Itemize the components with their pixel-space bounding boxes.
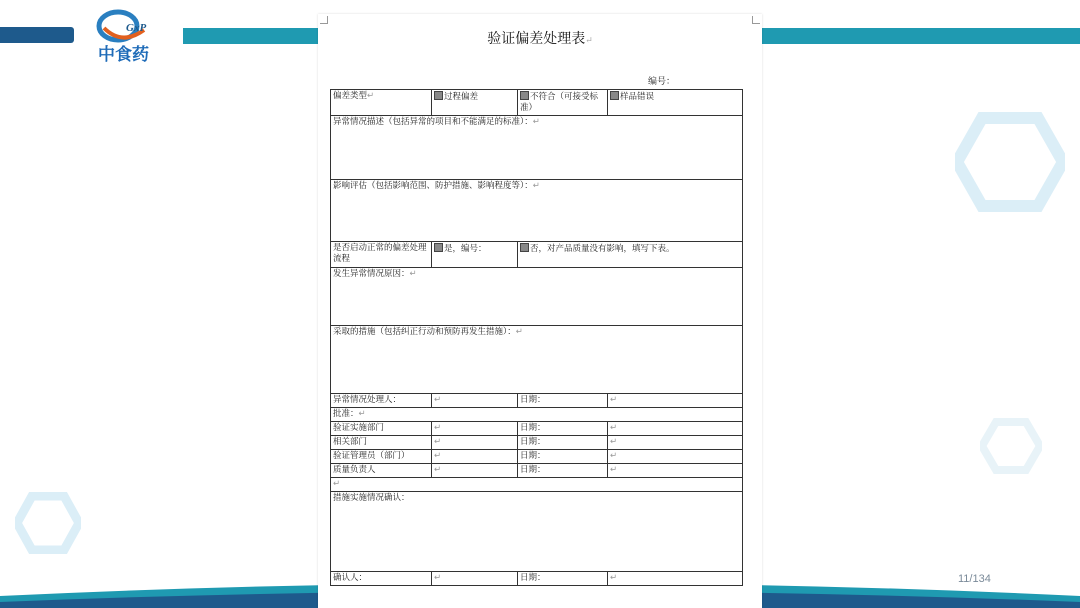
table-row — [331, 408, 743, 422]
blank-row: ↵ — [331, 478, 743, 492]
date-value: ↵ — [608, 450, 743, 464]
dept-related-value: ↵ — [432, 436, 518, 450]
document-code-label: 编号： — [648, 77, 676, 87]
checkbox-icon — [610, 91, 619, 100]
logo-badge: GxP — [126, 22, 147, 34]
dept-implement-label: 验证实施部门 — [331, 422, 432, 436]
table-row — [331, 180, 743, 242]
header-band-left — [0, 27, 74, 43]
date-label: 日期： — [518, 436, 608, 450]
start-process-label: 是否启动正常的偏差处理流程 — [331, 242, 432, 268]
crop-mark-top-left — [320, 16, 328, 24]
date-label: 日期： — [518, 464, 608, 478]
page-number: 11/134 — [958, 573, 991, 585]
measures-taken: 采取的措施（包括纠正行动和预防再发生措施）：↵ — [331, 326, 743, 394]
header-band-teal-left — [183, 28, 321, 44]
table-row — [331, 116, 743, 180]
qa-person-value: ↵ — [432, 464, 518, 478]
table-row — [331, 464, 743, 478]
abnormal-description: 异常情况描述（包括异常的项目和不能满足的标准）：↵ — [331, 116, 743, 180]
date-label: 日期： — [518, 450, 608, 464]
document-title: 验证偏差处理表↵ — [487, 31, 593, 47]
dept-implement-value: ↵ — [432, 422, 518, 436]
checkbox-icon — [520, 91, 529, 100]
date-value: ↵ — [608, 464, 743, 478]
table-row — [331, 422, 743, 436]
handler-value: ↵ — [432, 394, 518, 408]
table-row — [331, 492, 743, 572]
header-band-teal-right — [760, 28, 1080, 44]
hexagon-decoration-left — [15, 492, 81, 554]
option-nonconform: 不符合（可接受标准） — [518, 90, 608, 116]
checkbox-icon — [434, 243, 443, 252]
hexagon-decoration-small — [980, 418, 1042, 474]
hexagon-decoration-large — [955, 112, 1065, 212]
table-row — [331, 394, 743, 408]
validation-manager-value: ↵ — [432, 450, 518, 464]
date-label: 日期： — [518, 422, 608, 436]
table-row — [331, 326, 743, 394]
table-row — [331, 90, 743, 116]
checkbox-icon — [520, 243, 529, 252]
approve-label: 批准：↵ — [331, 408, 743, 422]
table-row — [331, 436, 743, 450]
option-yes: 是，编号： — [432, 242, 518, 268]
date-label: 日期： — [518, 394, 608, 408]
document-page — [318, 14, 762, 608]
handler-label: 异常情况处理人： — [331, 394, 432, 408]
impact-evaluation: 影响评估（包括影响范围、防护措施、影响程度等）：↵ — [331, 180, 743, 242]
option-process-deviation: 过程偏差 — [432, 90, 518, 116]
table-row — [331, 572, 743, 586]
deviation-type-label: 偏差类型↵ — [331, 90, 432, 116]
date-value: ↵ — [608, 394, 743, 408]
logo-text: 中食药 — [98, 45, 149, 65]
deviation-form-table — [330, 89, 743, 586]
table-row — [331, 242, 743, 268]
company-logo — [92, 6, 172, 68]
validation-manager-label: 验证管理员（部门） — [331, 450, 432, 464]
measure-confirmation: 措施实施情况确认： — [331, 492, 743, 572]
date-value: ↵ — [608, 436, 743, 450]
date-label: 日期： — [518, 572, 608, 586]
table-row — [331, 478, 743, 492]
dept-related-label: 相关部门 — [331, 436, 432, 450]
table-row — [331, 450, 743, 464]
date-value: ↵ — [608, 422, 743, 436]
option-no: 否，对产品质量没有影响，填写下表。 — [518, 242, 743, 268]
crop-mark-top-right — [752, 16, 760, 24]
qa-person-label: 质量负责人 — [331, 464, 432, 478]
option-sample-error: 样品错误 — [608, 90, 743, 116]
date-value: ↵ — [608, 572, 743, 586]
confirmer-value: ↵ — [432, 572, 518, 586]
abnormal-cause: 发生异常情况原因：↵ — [331, 268, 743, 326]
confirmer-label: 确认人： — [331, 572, 432, 586]
checkbox-icon — [434, 91, 443, 100]
table-row — [331, 268, 743, 326]
